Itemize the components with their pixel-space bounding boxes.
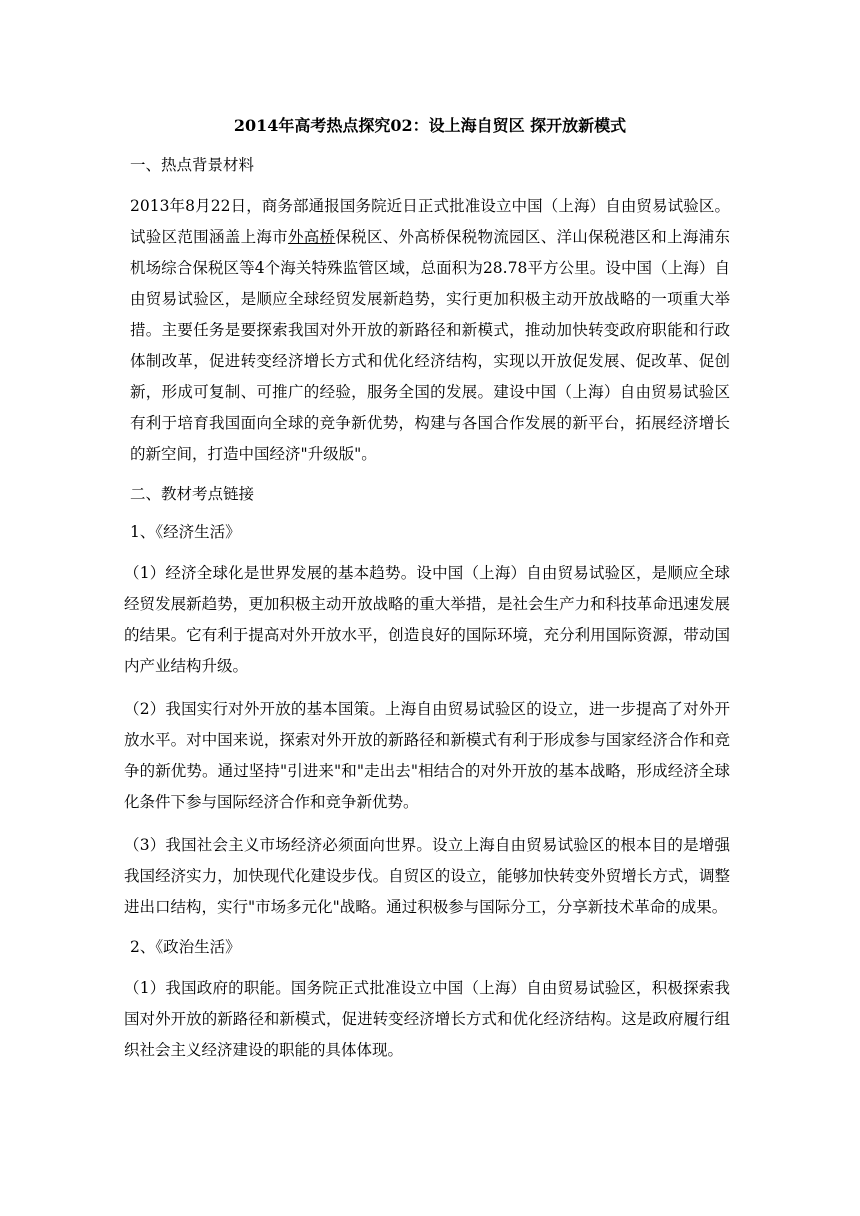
subheading-economic-life: 1、《经济生活》: [130, 523, 241, 541]
document-body: [124, 114, 730, 1078]
economic-point-3: （3）我国社会主义市场经济必须面向世界。设立上海自由贸易试验区的根本目的是增强我国经济实力，加快现代化建设步伐。自贸区的设立，能够加快转变外贸增长方式，调整进出口结构，实行"市场多元化"战略。通过积极参与国际分工，分享新技术革命的成果。: [124, 836, 730, 916]
political-point-1: （1）我国政府的职能。国务院正式批准设立中国（上海）自由贸易试验区，积极探索我国对外开放的新路径和新模式，促进转变经济增长方式和优化经济结构。这是政府履行组织社会主义经济建设的职能的具体体现。: [124, 979, 730, 1059]
background-paragraph: [130, 191, 730, 470]
document-title: 2014年高考热点探究02：设上海自贸区 探开放新模式: [233, 116, 627, 135]
section-heading-background: 一、热点背景材料: [130, 156, 255, 174]
economic-point-1: （1）经济全球化是世界发展的基本趋势。设中国（上海）自由贸易试验区，是顺应全球经贸发展新趋势，更加积极主动开放战略的重大举措，是社会生产力和科技革命迅速发展的结果。它有利于提高对外开放水平，创造良好的国际环境，充分利用国际资源，带动国内产业结构升级。: [124, 564, 730, 675]
subheading-political-life: 2、《政治生活》: [130, 938, 241, 956]
economic-point-2: （2）我国实行对外开放的基本国策。上海自由贸易试验区的设立，进一步提高了对外开放水平。对中国来说，探索对外开放的新路径和新模式有利于形成参与国家经济合作和竞争的新优势。通过坚持"引进来"和"走出去"相结合的对外开放的基本战略，形成经济全球化条件下参与国际经济合作和竞争新优势。: [124, 700, 730, 811]
background-text-start: 2013年8月22日，商务部通报国务院近日正式批准设立中国（上海）自由贸易试验区。试验区范围涵盖上海市: [130, 197, 730, 246]
waigaoqiao-link[interactable]: 外高桥: [287, 228, 336, 246]
background-text-end: 保税区、外高桥保税物流园区、洋山保税港区和上海浦东机场综合保税区等4个海关特殊监管区域，总面积为28.78平方公里。设中国（上海）自由贸易试验区，是顺应全球经贸发展新趋势，实行更加积极主动开放战略的一项重大举措。主要任务是要探索我国对外开放的新路径和新模式，推动加快转变政府职能和行政体制改革，促进转变经济增长方式和优化经济结构，实现以开放促发展、促改革、促创新，形成可复制、可推广的经验，服务全国的发展。建设中国（上海）自由贸易试验区有利于培育我国面向全球的竞争新优势，构建与各国合作发展的新平台，拓展经济增长的新空间，打造中国经济"升级版"。: [130, 228, 730, 463]
section-heading-textbook: 二、教材考点链接: [130, 485, 255, 503]
